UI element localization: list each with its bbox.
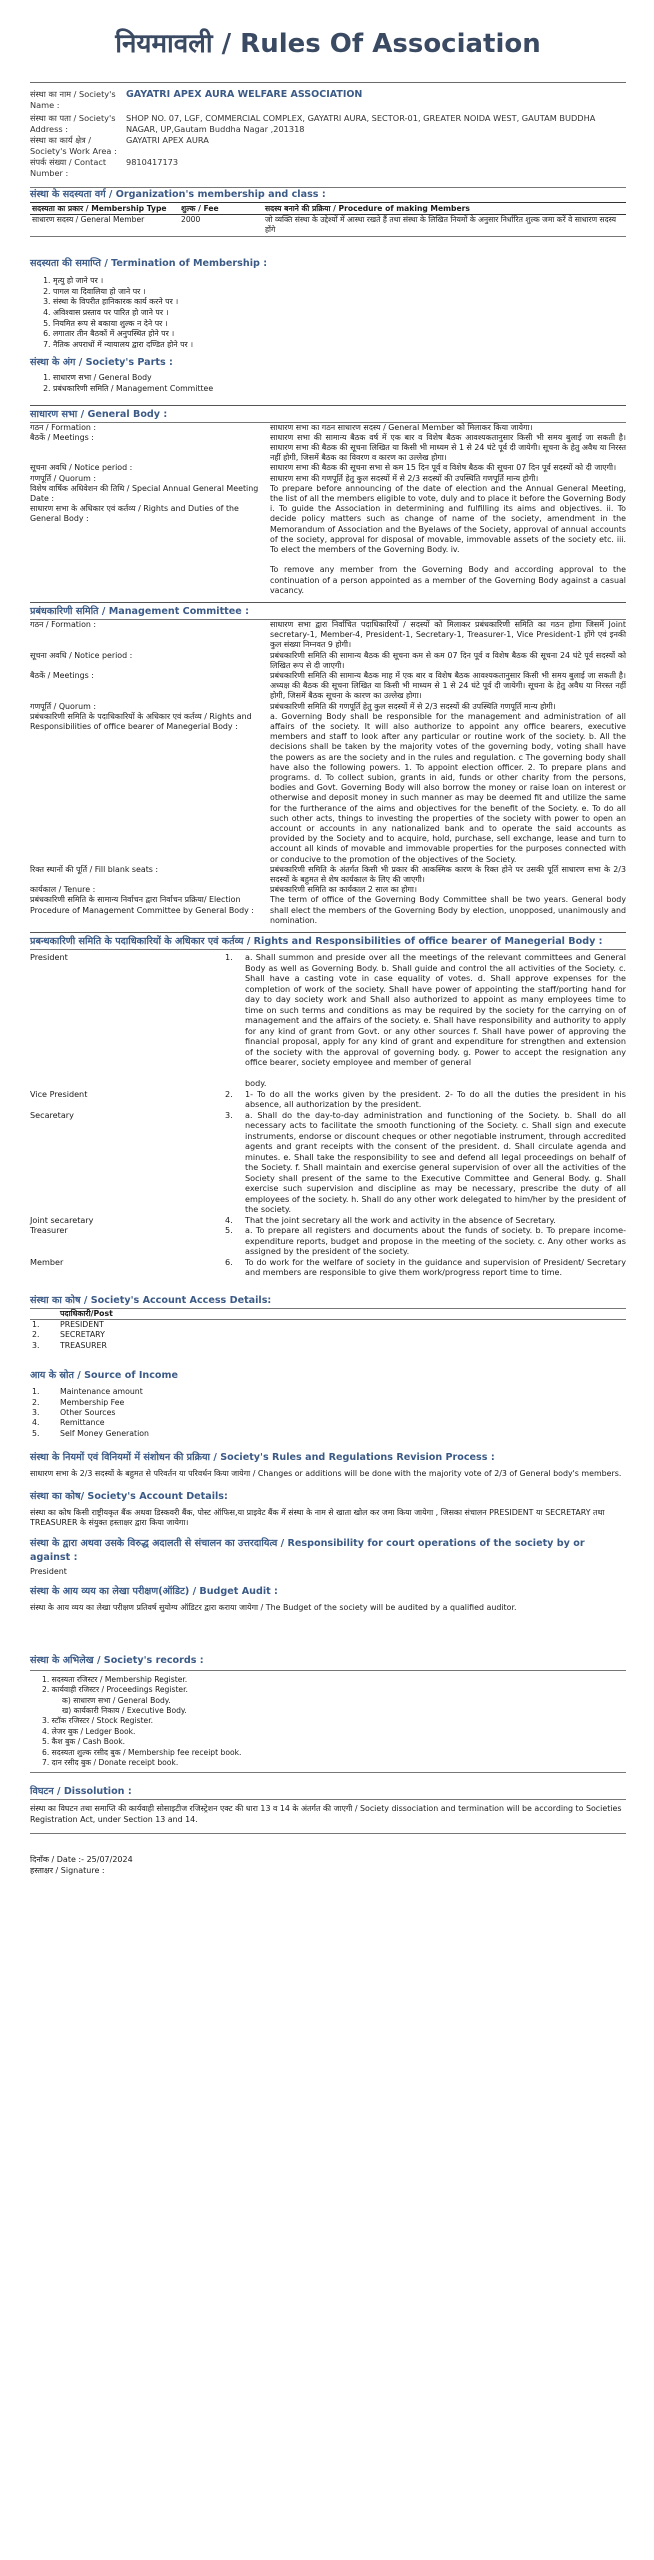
membership-header-row xyxy=(30,203,626,215)
contact-value: 9810417173 xyxy=(126,157,179,167)
mc-blank-seats-label: रिक्त स्थानों की पूर्ति / Fill blank seats : xyxy=(30,864,159,874)
termination-list xyxy=(30,276,626,350)
mc-notice-value: प्रबंधकारिणी समिति की सामान्य बैठक की सूचना कम से कम 07 दिन पूर्व व विशेष बैठक की सूचना 24 घंटे पूर्व सदस्यों को लिखित रूप से दी जाएगी। xyxy=(270,650,626,670)
col-membership-type: सदस्यता का प्रकार / Membership Type xyxy=(30,203,179,215)
table-row: 1. PRESIDENT xyxy=(30,1320,626,1330)
bearer-number: 2. xyxy=(225,1088,233,1099)
gb-quorum-label: गणपूर्ति / Quorum : xyxy=(30,473,96,483)
court-section xyxy=(30,1537,626,1578)
title-divider xyxy=(30,82,626,83)
bearer-row-joint-secretary xyxy=(30,1215,626,1226)
mc-blank-seats-value: प्रबंधकारिणी समिति के अंतर्गत किसी भी प्रकार की आकस्मिक कारण के रिक्त होने पर उसकी पूर्ति साधारण सभा के 2/3 सदस्यों के बहुमत से शेष कार्यकाल के लिए की जाएगी। xyxy=(270,864,626,885)
bearer-position: President xyxy=(30,952,68,963)
col-fee: शुल्क / Fee xyxy=(179,203,263,215)
bearer-duties: a. Shall do the day-to-day administration and functioning of the Society. b. Shall do all necessary acts to facilitate the smooth functioning of the Society. c. Shall sign and execute instruments, endorse or discount cheques or other negotiable instrument, through accredited agents and grant receipts with the consent of the president. d. Shall circulate agenda and minutes. e. Shall take the responsibility to see and defend all legal proceedings on behalf of the Society. f. Shall maintain and exercise general supervision of over all the activities of the Society shall present of the same to the Executive Committee and General Body. g. Shall exercise such supervision and discipline as may be necessary, prescribe the duty of all employees of the society. h. Shall do any other work delegated to him/her by the president of the society. xyxy=(245,1109,626,1215)
records-list xyxy=(30,1675,626,1769)
post-cell: TREASURER xyxy=(60,1340,107,1350)
account-access-section xyxy=(30,1294,626,1352)
date-value: 25/07/2024 xyxy=(86,1855,133,1865)
account-details-heading: संस्था का कोष/ Society's Account Details: xyxy=(30,1490,228,1502)
gb-meetings-value: साधारण सभा की सामान्य बैठक वर्ष में एक बार व विशेष बैठक आवश्यकतानुसार किसी भी समय बुलाई जा सकती है। साधारण सभा की बैठक की सूचना लिखित या किसी भी माध्यम से 1 से 24 घंटे पूर्व दी जायेगी। सूचना के हेतु अवैध या निरस्त नहीं होगी, जिसमें बैठक का विवरण व कारण का उल्लेख होगा। xyxy=(270,432,626,463)
gb-notice-row xyxy=(30,463,626,473)
post-cell: SECRETARY xyxy=(60,1330,105,1340)
account-access-table xyxy=(30,1309,626,1319)
list-item: 7. दान रसीद बुक / Donate receipt book. xyxy=(42,1757,179,1767)
list-item: 4. लेजर बुक / Ledger Book. xyxy=(42,1726,136,1736)
mc-quorum-label: गणपूर्ति / Quorum : xyxy=(30,701,96,711)
mc-election-value: The term of office of the Governing Body Committee shall be two years. General body shall elect the members of the Governing Body by election, unopposed, unanimously and nomination. xyxy=(270,895,626,925)
bearer-number: 3. xyxy=(225,1109,233,1120)
account-details-text: संस्था का कोष किसी राष्ट्रीयकृत बैंक अथवा डिस्कवरी बैंक, पोस्ट ऑफिस,या प्राइवेट बैंक में संस्था के नाम से खाता खोल कर जमा किया जायेगा , जिसका संचालन PRESIDENT या SECRETARY तथा TREASURER के संयुक्त हस्ताक्षर द्वारा किया जायेगा। xyxy=(30,1507,605,1528)
court-value: President xyxy=(30,1566,67,1576)
revision-text: साधारण सभा के 2/3 सदस्यों के बहुमत से परिवर्तन या परिवर्धन किया जायेगा / Changes or additions will be done with the majority vote of 2/3 of General body's members. xyxy=(30,1469,622,1479)
bearer-number: 4. xyxy=(225,1214,233,1225)
account-access-list xyxy=(30,1320,626,1351)
gb-rights-value: i. To guide the Association in determining and fulfilling its aims and objectives. ii. To decide policy matters such as change of name of the society, amendment in the Memorandum of Association and the Byelaws of the Society, approval of annual accounts of the society, approval for disposal of movable, immovable assets of the society etc. iii. To elect the members of the Governing Body. iv. To remove any member from the Governing Body and according approval to the continuation of a person appointed as a member of the Governing Body against a casual vacancy. xyxy=(270,504,626,595)
mc-rights-label: प्रबंधकारिणी समिति के पदाधिकारियों के अधिकार एवं कर्तव्य / Rights and Responsibilities of office bearer of Manegerial Body : xyxy=(30,711,252,732)
gb-agm-row xyxy=(30,484,626,504)
mc-formation-row xyxy=(30,620,626,651)
dissolution-text: संस्था का विघटन तथा समाप्ति की कार्यवाही सोसाइटीज रजिस्ट्रेशन एक्ट की धारा 13 व 14 के अंतर्गत की जाएगी / Society dissociation and termination will be according to Societies Registration Act, under Section 13 and 14. xyxy=(30,1804,622,1824)
dissolution-section xyxy=(30,1785,626,1834)
bearer-position: Secaretary xyxy=(30,1109,74,1120)
gb-quorum-value: साधारण सभा की गणपूर्ति हेतु कुल सदस्यों में से 2/3 सदस्यों की उपस्थिति गणपूर्ति मान्य होगी। xyxy=(270,473,539,483)
signature-label: हस्ताक्षर / Signature : xyxy=(30,1866,105,1876)
society-name-value: GAYATRI APEX AURA WELFARE ASSOCIATION xyxy=(126,89,363,100)
income-item: Membership Fee xyxy=(60,1397,125,1407)
list-item: 2. प्रबंधकारिणी समिति / Management Committee xyxy=(53,384,626,395)
table-row: 3. TREASURER xyxy=(30,1341,626,1351)
bearer-number: 6. xyxy=(225,1256,233,1267)
bearer-row-treasurer xyxy=(30,1225,626,1257)
mc-quorum-row xyxy=(30,702,626,712)
mc-notice-row xyxy=(30,651,626,671)
membership-heading: संस्था के सदस्यता वर्ग / Organization's membership and class : xyxy=(30,189,326,200)
mc-quorum-value: प्रबंधकारिणी समिति की गणपूर्ति हेतु कुल सदस्यों में से 2/3 सदस्यों की उपस्थिति गणपूर्ति मान्य होगी। xyxy=(270,701,556,711)
termination-heading: सदस्यता की समाप्ति / Termination of Membership : xyxy=(30,258,268,270)
procedure-cell: जो व्यक्ति संस्था के उद्देश्यों में आस्था रखते हैं तथा संस्था के लिखित नियमों के अनुसार निर्धारित शुल्क जमा करें वे साधारण सदस्य होंगे xyxy=(265,215,616,234)
mc-election-row xyxy=(30,895,626,926)
footer xyxy=(30,1854,626,1876)
work-area-value: GAYATRI APEX AURA xyxy=(126,135,209,145)
list-item: 3. स्टॉक रजिस्टर / Stock Register. xyxy=(42,1716,154,1726)
court-heading: संस्था के द्वारा अथवा उसके विरुद्ध अदालती से संचालन का उत्तरदायित्व / Responsibility for court operations of the society by or against : xyxy=(30,1537,585,1563)
audit-heading: संस्था के आय व्यय का लेखा परीक्षण(ऑडिट) / Budget Audit : xyxy=(30,1586,278,1598)
gb-agm-label: विशेष वार्षिक अधिवेशन की तिथि / Special Annual General Meeting Date : xyxy=(30,483,259,503)
parts-section xyxy=(30,356,626,394)
society-address-label: संस्था का पता / Society's Address : xyxy=(30,113,116,134)
parts-heading: संस्था के अंग / Society's Parts : xyxy=(30,357,173,369)
management-heading: प्रबंधकारिणी समिति / Management Committee : xyxy=(30,605,249,617)
table-row: 4. Remittance xyxy=(30,1418,626,1428)
date-line xyxy=(30,1854,626,1865)
income-item: Remittance xyxy=(60,1418,105,1428)
table-row: 1. Maintenance amount xyxy=(30,1387,626,1397)
col-procedure: सदस्य बनाने की प्रक्रिया / Procedure of making Members xyxy=(263,203,626,215)
bearer-row-president xyxy=(30,952,626,1089)
records-heading: संस्था के अभिलेख / Society's records : xyxy=(30,1654,204,1666)
bearer-duties: 1- To do all the works given by the president. 2- To do all the duties the president in his absence, all authorization by the president. xyxy=(245,1088,626,1110)
bearer-row-vice-president xyxy=(30,1089,626,1110)
bearer-position: Joint secaretary xyxy=(30,1214,94,1225)
bearer-position: Treasurer xyxy=(30,1225,68,1236)
mc-tenure-value: प्रबंधकारिणी समिति का कार्यकाल 2 साल का होगा। xyxy=(270,885,417,895)
membership-section xyxy=(30,187,626,237)
list-item: 4. अविश्वास प्रस्ताव पर पारित हो जाने पर । xyxy=(53,308,626,319)
gb-rights-row xyxy=(30,504,626,596)
mc-formation-value: साधारण सभा द्वारा निर्वाचित पदाधिकारियों / सदस्यों को मिलाकर प्रबंधकारिणी समिति का गठन होगा जिसमें Joint secretary-1, Member-4, President-1, Secretary-1, Treasurer-1, Vice President-1 होंगे एवं इनकी कुल संख्या निम्नवत 9 होगी। xyxy=(270,619,626,650)
bearer-duties: a. Shall summon and preside over all the meetings of the relevant committees and General Body as well as Governing Body. b. Shall guide and control the all activities of the Society. c. Shall have a casting vote in case equality of votes. d. Shall approve expenses for the completion of work of the society. Shall have power of appointing the staff/porting hand for day to day society work and Shall also authorized to appoint as many employees time to time on such terms and conditions as may be required by the society for the carrying on of management and the affairs of the society. e. Shall have responsibility and authority to apply for any kind of grant from Govt. or any other sources f. Shall have power of approving the financial proposal, apply for any kind of grant and expenditure for strengthen and extension of the society with the approval of governing body. g. Power to accept the resignation any office bearer, society employee and member of general body. xyxy=(245,952,626,1089)
post-column-header: पदाधिकारी/Post xyxy=(60,1308,113,1318)
mc-tenure-label: कार्यकाल / Tenure : xyxy=(30,885,96,895)
list-item: 3. संस्था के विपरीत हानिकारक कार्य करने पर । xyxy=(53,297,626,308)
bearer-position: Vice President xyxy=(30,1088,88,1099)
gb-notice-value: साधारण सभा की बैठक की सूचना सभा से कम 15 दिन पूर्व व विशेष बैठक की सूचना 07 दिन पूर्व सदस्यों को दी जाएगी। xyxy=(270,463,617,473)
list-item: 5. कैश बुक / Cash Book. xyxy=(42,1737,126,1747)
society-address-value: SHOP NO. 07, LGF, COMMERCIAL COMPLEX, GAYATRI AURA, SECTOR-01, GREATER NOIDA WEST, GAUTAM BUDDHA NAGAR, UP,Gautam Buddha Nagar ,201318 xyxy=(126,113,596,134)
mc-meetings-label: बैठकें / Meetings : xyxy=(30,671,94,680)
income-item: Maintenance amount xyxy=(60,1387,143,1397)
account-access-heading: संस्था का कोष / Society's Account Access Details: xyxy=(30,1294,272,1306)
list-item: 5. नियमित रूप से बकाया शुल्क न देने पर । xyxy=(53,319,626,330)
income-list xyxy=(30,1387,626,1439)
gb-formation-row xyxy=(30,423,626,433)
gb-formation-label: गठन / Formation : xyxy=(30,422,97,432)
membership-table xyxy=(30,202,626,234)
income-section xyxy=(30,1369,626,1439)
list-item: 2. पागल या दिवालिया हो जाने पर । xyxy=(53,287,626,298)
mc-rights-row xyxy=(30,712,626,865)
list-item: क) साधारण सभा / General Body. xyxy=(62,1695,171,1705)
post-cell: PRESIDENT xyxy=(60,1319,104,1329)
table-row: 2. Membership Fee xyxy=(30,1398,626,1408)
membership-type-cell: साधारण सदस्य / General Member xyxy=(32,215,145,224)
mc-notice-label: सूचना अवधि / Notice period : xyxy=(30,650,133,660)
office-bearers-section xyxy=(30,932,626,1278)
rules-document xyxy=(30,0,626,2560)
page-title: नियमावली / Rules Of Association xyxy=(115,29,541,59)
income-heading: आय के स्रोत / Source of Income xyxy=(30,1370,179,1382)
gb-meetings-row xyxy=(30,433,626,464)
contact-label: संपर्क संख्या / Contact Number : xyxy=(30,157,107,178)
management-section xyxy=(30,602,626,926)
account-details-section xyxy=(30,1490,626,1529)
society-name-label: संस्था का नाम / Society's Name : xyxy=(30,89,116,110)
table-row xyxy=(30,215,626,235)
mc-tenure-row xyxy=(30,885,626,895)
dissolution-heading: विघटन / Dissolution : xyxy=(30,1786,132,1798)
bearer-position: Member xyxy=(30,1256,64,1267)
income-item: Self Money Generation xyxy=(60,1428,149,1438)
list-item: 2. कार्यवाही रजिस्टर / Proceedings Register. xyxy=(42,1685,188,1695)
work-area-label: संस्था का कार्य क्षेत्र / Society's Work Area : xyxy=(30,135,117,156)
bearer-row-secretary xyxy=(30,1110,626,1215)
records-section xyxy=(30,1654,626,1774)
gb-agm-value: To prepare before announcing of the date of election and the Annual General Meeting, the list of all the members eligible to vote, duly and to place it before the Governing Body xyxy=(270,483,626,503)
list-item: ख) कार्यकारी निकाय / Executive Body. xyxy=(62,1705,187,1715)
general-body-heading: साधारण सभा / General Body : xyxy=(30,408,168,420)
list-item: 6. सदस्यता शुल्क रसीद बुक / Membership fee receipt book. xyxy=(42,1747,242,1757)
mc-blank-seats-row xyxy=(30,865,626,885)
audit-text: संस्था के आय व्यय का लेखा परीक्षण प्रतिवर्ष सुयोग्य ऑडिटर द्वारा कराया जायेगा / The Budget of the society will be audited by a qualified auditor. xyxy=(30,1603,517,1613)
bearer-number: 5. xyxy=(225,1225,233,1236)
table-row: 5. Self Money Generation xyxy=(30,1429,626,1439)
bearer-number: 1. xyxy=(225,952,233,963)
gb-meetings-label: बैठकें / Meetings : xyxy=(30,432,94,442)
date-label: दिनाँक / Date :- xyxy=(30,1855,85,1865)
gb-quorum-row xyxy=(30,474,626,484)
audit-section xyxy=(30,1585,626,1614)
mc-meetings-row xyxy=(30,671,626,702)
society-info xyxy=(30,89,626,179)
list-item: 1. साधारण सभा / General Body xyxy=(53,373,626,384)
bearer-row-member xyxy=(30,1257,626,1278)
bearer-duties: That the joint secretary all the work and activity in the absence of Secretary. xyxy=(245,1214,556,1225)
list-item: 1. मृत्यु हो जाने पर । xyxy=(53,276,626,287)
gb-rights-label: साधारण सभा के अधिकार एवं कर्तव्य / Rights and Duties of the General Body : xyxy=(30,504,239,524)
list-item: 6. लगातार तीन बैठकों में अनुपस्थित होने पर । xyxy=(53,329,626,340)
mc-election-label: प्रबंधकारिणी समिति के सामान्य निर्वाचन द्वारा निर्वाचन प्रक्रिया/ Election Procedure of Management Committee by General Body : xyxy=(30,895,254,915)
mc-formation-label: गठन / Formation : xyxy=(30,619,97,629)
bearer-duties: To do work for the welfare of society in the guidance and supervision of President/ Secretary and members are responsible to give them work/progress report time to time. xyxy=(245,1256,626,1278)
table-row: 3. Other Sources xyxy=(30,1408,626,1418)
list-item: 7. नैतिक अपराधों में न्यायालय द्वारा दण्डित होने पर । xyxy=(53,340,626,351)
general-body-section xyxy=(30,405,626,596)
bearer-duties: a. To prepare all registers and documents about the funds of society. b. To prepare income-expenditure reports, budget and propose in the meeting of the society. c. Any other works as assigned by the president of the society. xyxy=(245,1225,626,1257)
revision-section xyxy=(30,1451,626,1480)
list-item: 1. सदस्यता रजिस्टर / Membership Register. xyxy=(42,1674,188,1684)
mc-meetings-value: प्रबंधकारिणी समिति की सामान्य बैठक माह में एक बार व विशेष बैठक आवश्यकतानुसार किसी भी समय बुलाई जा सकती है। अध्यक्ष की बैठक की सूचना लिखित या किसी भी माध्यम से 1 से 24 घंटे पूर्व दी जायेगी। सूचना के हेतु अवैध या निरस्त नहीं होगी, जिसमें बैठक सूचना के कारण का उल्लेख होगा। xyxy=(270,671,626,701)
fee-cell: 2000 xyxy=(181,215,201,224)
table-row: 2. SECRETARY xyxy=(30,1330,626,1340)
income-item: Other Sources xyxy=(60,1408,116,1418)
mc-rights-value: a. Governing Body shall be responsible for the management and administration of all affairs of the society. It will also authorize to appoint any office bearers, executive members and staff to look after any particular or routine work of the society. b. All the decisions shall be taken by the majority votes of the governing body, voting shall have the powers as are the society and in the rules and regulation. c The governing body shall have also the following powers. 1. To appoint election officer. 2. To prepare plans and programs. d. To collect subion, grants in aid, funds or other charity from the persons, bodies and Govt. Governing Body will also borrow the money or raise loan on interest or otherwise and deposit money in such manner as may be deemed fit and utilize the same for the furtherance of the aims and objectives for the benefit of the Society. e. To do all such other acts, things to investing the properties of the society with power to open an account or accounts in any nationalized bank and to operate the said accounts as provided by the Society and to acquire, hold, purchase, sell exchange, lease and turn to account all kinds of movable and immovable properties for the purposes connected with or conducive to the promotion of the objectives of the Society. xyxy=(270,711,626,864)
revision-heading: संस्था के नियमों एवं विनियमों में संशोधन की प्रक्रिया / Society's Rules and Regulations Revision Process : xyxy=(30,1452,495,1464)
office-bearers-heading: प्रबन्धकारिणी समिति के पदाधिकारियों के अधिकार एवं कर्तव्य / Rights and Responsibilities of office bearer of Manegerial Body : xyxy=(30,936,603,948)
gb-formation-value: साधारण सभा का गठन साधारण सदस्य / General Member को मिलाकर किया जायेगा। xyxy=(270,422,533,432)
parts-list xyxy=(30,373,626,394)
gb-notice-label: सूचना अवधि / Notice period : xyxy=(30,463,133,473)
termination-section xyxy=(30,257,626,350)
